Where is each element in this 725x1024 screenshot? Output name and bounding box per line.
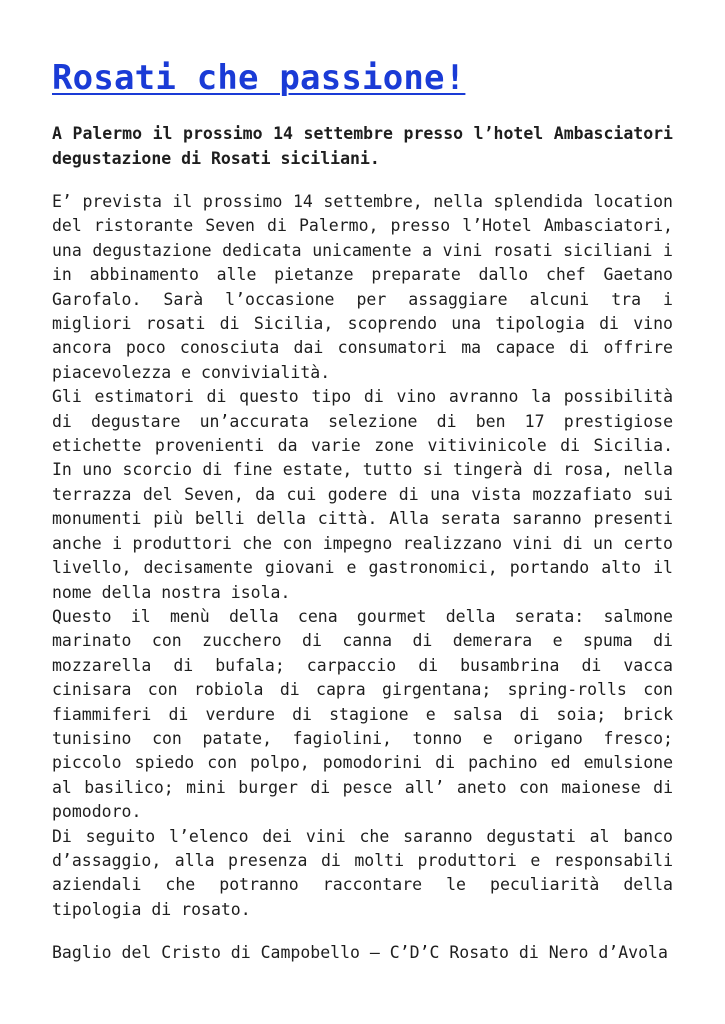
- wine-list-item: Baglio del Cristo di Campobello – C’D’C Rosato di Nero d’Avola: [52, 943, 668, 963]
- article-lead: A Palermo il prossimo 14 settembre presso l’hotel Ambasciatori degustazione di Rosati siciliani.: [52, 124, 673, 168]
- body-paragraph-menu: Questo il menù della cena gourmet della serata: salmone marinato con zucchero di canna di demerara e spuma di mozzarella di bufala; carpaccio di busambrina di vacca cinisara con robiola di capra girgentana; spring-rolls con fiammiferi di verdure di stagione e salsa di soia; brick tunisino con patate, fagiolini, tonno e origano fresco; piccolo spiedo con polpo, pomodorini di pachino ed emulsione al basilico; mini burger di pesce all’ aneto con maionese di pomodoro.: [52, 606, 673, 822]
- body-paragraph-selection: Gli estimatori di questo tipo di vino avranno la possibilità di degustare un’accurata selezione di ben 17 prestigiose etichette provenienti da varie zone vitivinicole di Sicilia. In uno scorcio di fine estate, tutto si tingerà di rosa, nella terrazza del Seven, da cui godere di una vista mozzafiato sui monumenti più belli della città. Alla serata saranno presenti anche i produttori che con impegno realizzano vini di un certo livello, decisamente giovani e gastronomici, portando alto il nome della nostra isola.: [52, 387, 673, 602]
- body-paragraph-intro: E’ prevista il prossimo 14 settembre, nella splendida location del ristorante Seven di Palermo, presso l’Hotel Ambasciatori, una degustazione dedicata unicamente a vini rosati siciliani i in abbinamento alle pietanze preparate dallo chef Gaetano Garofalo. Sarà l’occasione per assaggiare alcuni tra i migliori rosati di Sicilia, scoprendo una tipologia di vino ancora poco conosciuta dai consumatori ma capace di offrire piacevolezza e convivialità.: [52, 192, 673, 382]
- body-paragraph-wine-intro: Di seguito l’elenco dei vini che saranno degustati al banco d’assaggio, alla presenza di molti produttori e responsabili aziendali che potranno raccontare le peculiarità della tipologia di rosato.: [52, 826, 673, 919]
- article-title-link[interactable]: Rosati che passione!: [52, 58, 466, 98]
- article-body: [52, 190, 673, 922]
- article: [52, 52, 673, 966]
